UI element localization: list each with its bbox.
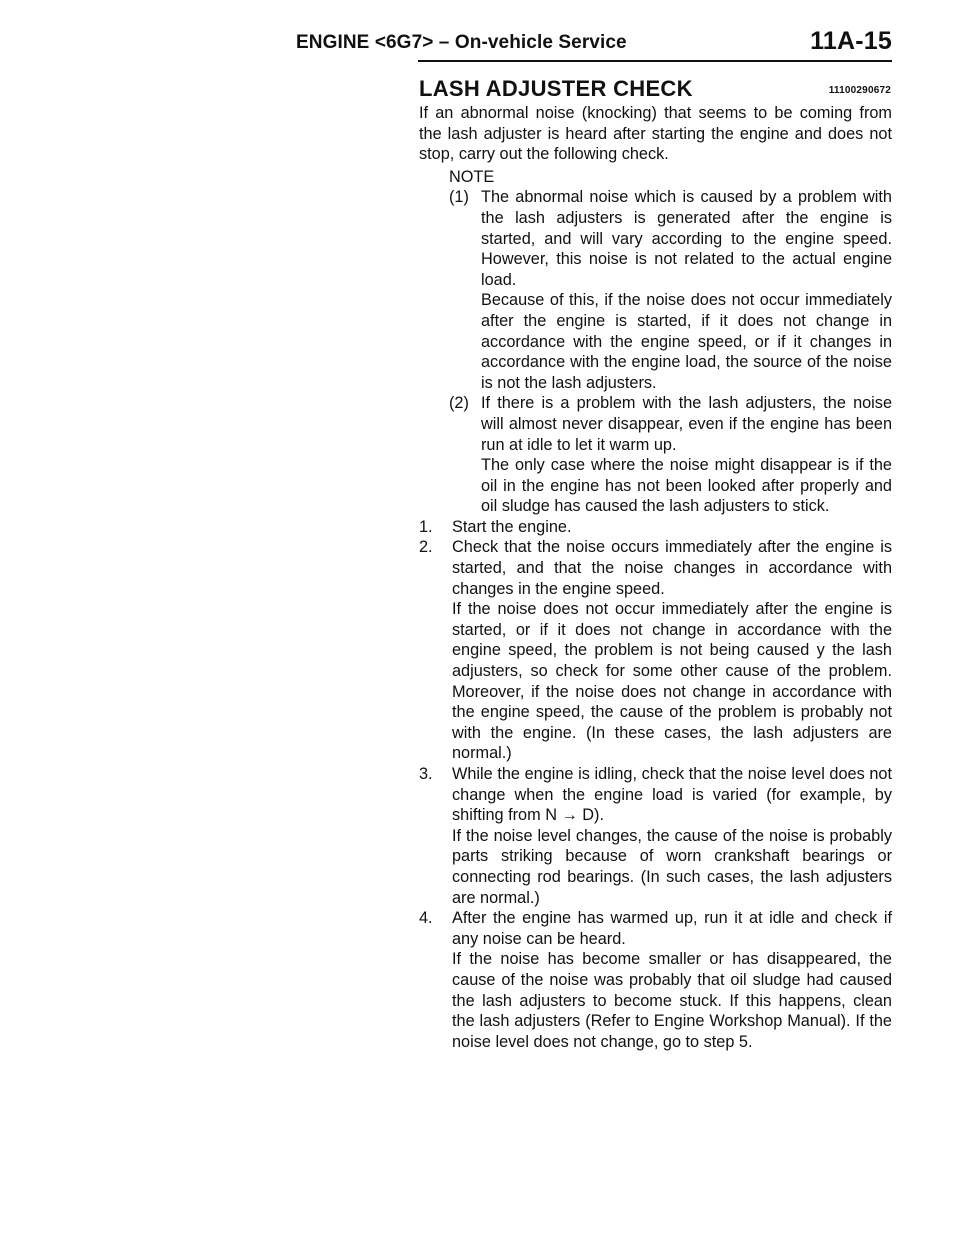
note-item-2 — [449, 393, 892, 517]
step-paragraph: Check that the noise occurs immediately after the engine is started, and that the noise changes in accordance with changes in the engine speed. — [452, 538, 892, 598]
note-item-number: (2) — [449, 394, 469, 413]
content — [419, 103, 892, 1052]
step-number: 1. — [419, 517, 433, 536]
step-3 — [419, 764, 892, 908]
note-paragraph: If there is a problem with the lash adjusters, the noise will almost never disappear, even if the engine has been run at idle to let it warm up. — [481, 394, 892, 454]
step-number: 2. — [419, 538, 433, 557]
note-item-number: (1) — [449, 188, 469, 207]
page-number: 11A-15 — [810, 27, 892, 55]
note-paragraph: The abnormal noise which is caused by a problem with the lash adjusters is generated after the engine is started, and will vary according to the engine speed. However, this noise is not related to the actual engine load. — [481, 188, 892, 289]
procedure-steps — [419, 517, 892, 1052]
header-title: ENGINE <6G7> – On-vehicle Service — [296, 32, 627, 53]
step-4 — [419, 908, 892, 1052]
section-title: LASH ADJUSTER CHECK — [419, 76, 693, 101]
step-paragraph: While the engine is idling, check that the noise level does not change when the engine load is varied (for example, by shifting from N → D). — [452, 765, 892, 825]
page-header — [296, 27, 892, 62]
step-number: 4. — [419, 909, 433, 928]
section-code: 11100290672 — [828, 85, 891, 96]
step-1 — [419, 517, 892, 538]
step-number: 3. — [419, 765, 433, 783]
note-block — [449, 167, 892, 517]
note-item-1 — [449, 187, 892, 393]
step-paragraph: Start the engine. — [452, 517, 572, 536]
note-paragraph: The only case where the noise might disappear is if the oil in the engine has not been looked after properly and oil sludge has caused the lash adjusters to stick. — [481, 456, 892, 516]
step-2 — [419, 537, 892, 764]
note-title: NOTE — [449, 167, 495, 186]
intro-paragraph: If an abnormal noise (knocking) that seems to be coming from the lash adjuster is heard after starting the engine and does not stop, carry out the following check. — [419, 104, 892, 164]
step-paragraph: If the noise does not occur immediately after the engine is started, or if it does not change in accordance with the engine speed, the problem is not being caused y the lash adjusters, so check for some other cause of the problem. Moreover, if the noise does not change in accordance with the engine speed, the cause of the problem is probably not with the engine. (In these cases, the lash adjusters are normal.) — [452, 600, 892, 763]
note-paragraph: Because of this, if the noise does not occur immediately after the engine is started, if it does not change in accordance with the engine speed, or if it changes in accordance with the engine load, the source of the noise is not the lash adjusters. — [481, 291, 892, 392]
step-paragraph: If the noise has become smaller or has disappeared, the cause of the noise was probably that oil sludge had caused the lash adjusters to become stuck. If this happens, clean the lash adjusters (Refer to Engine Workshop Manual). If the noise level does not change, go to step 5. — [452, 950, 892, 1051]
step-paragraph: After the engine has warmed up, run it at idle and check if any noise can be heard. — [452, 909, 892, 948]
step-paragraph: If the noise level changes, the cause of the noise is probably parts striking because of worn crankshaft bearings or connecting rod bearings. (In such cases, the lash adjusters are normal.) — [452, 826, 892, 907]
